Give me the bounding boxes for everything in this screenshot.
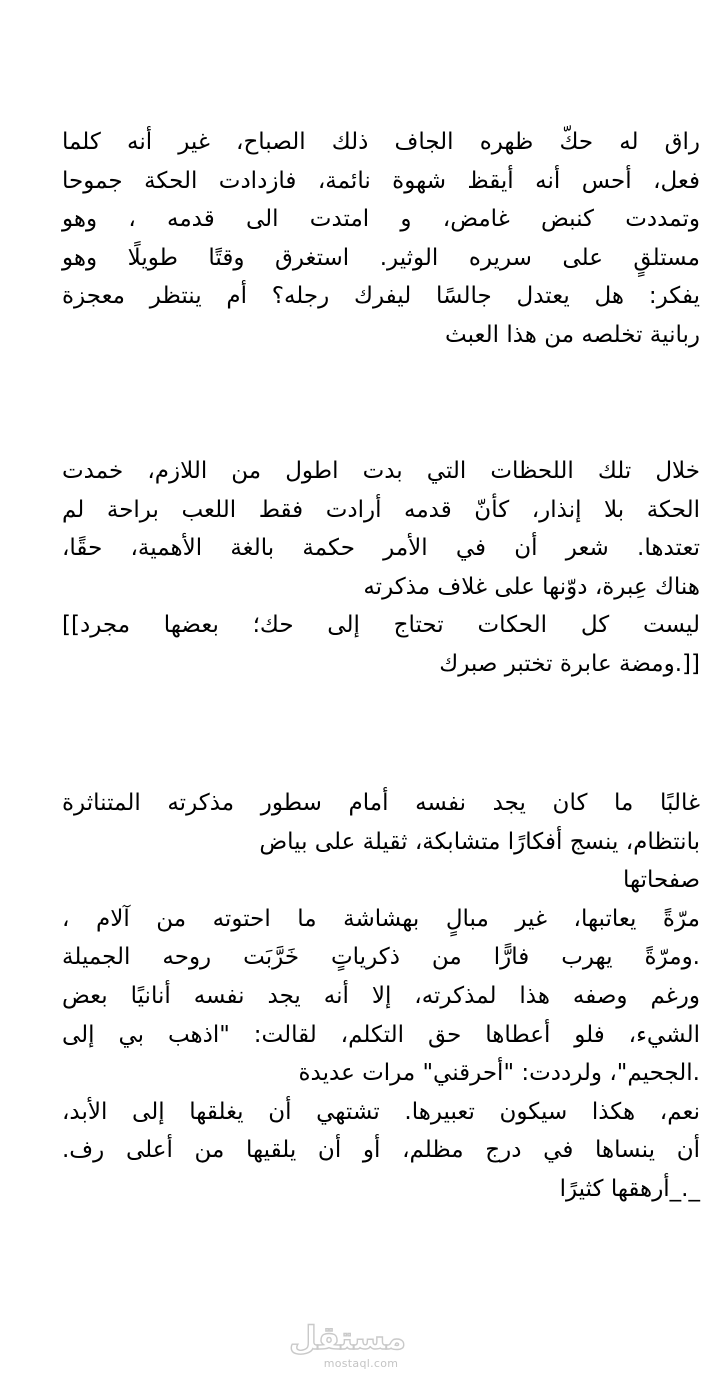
text-line: راق له حكّ ظهره الجاف ذلك الصباح، غير أنه كلما xyxy=(62,129,700,155)
mostaql-watermark xyxy=(288,1318,406,1378)
text-line: نعم، هكذا سيكون تعبيرها. تشتهي أن يغلقها إلى الأبد، xyxy=(62,1098,700,1125)
text-line: .الجحيم"، ولرددت: "أحرقني" مرات عديدة xyxy=(298,1060,700,1087)
text-line: بانتظام، ينسج أفكارًا متشابكة، ثقيلة على بياض xyxy=(259,828,700,855)
paragraph-1 xyxy=(62,123,700,355)
text-line: غالبًا ما كان يجد نفسه أمام سطور مذكرته المتناثرة xyxy=(62,790,700,816)
text-line: تعتدها. شعر أن في الأمر حكمة بالغة الأهمية، حقًا، xyxy=(62,535,700,562)
paragraph-2 xyxy=(62,452,700,684)
text-line: مرّةً يعاتبها، غير مبالٍ بهشاشة ما احتوته من آلام ، xyxy=(62,905,700,932)
text-line: ليست كل الحكات تحتاج إلى حك؛ بعضها مجرد]] xyxy=(62,612,700,639)
text-line: مستلقٍ على سريره الوثير. استغرق وقتًا طويلًا وهو xyxy=(62,244,700,271)
text-line: _._أرهقها كثيرًا xyxy=(559,1175,700,1202)
text-line: ورغم وصفه هذا لمذكرته، إلا أنه يجد نفسه أنانيًا بعض xyxy=(62,982,700,1009)
text-line: هناك عِبرة، دوّنها على غلاف مذكرته xyxy=(363,573,700,600)
text-line: صفحاتها xyxy=(622,867,700,894)
text-line: ربانية تخلصه من هذا العبث xyxy=(444,321,700,348)
paragraph-3 xyxy=(62,784,700,1209)
watermark-url: mostaql.com xyxy=(323,1357,399,1370)
watermark-brand: مستقل xyxy=(288,1319,406,1357)
text-line: خلال تلك اللحظات التي بدت اطول من اللازم، خمدت xyxy=(62,458,700,484)
text-line: الحكة بلا إنذار، كأنّ قدمه أرادت فقط اللعب براحة لم xyxy=(62,496,700,523)
text-line: [[.ومضة عابرة تختبر صبرك xyxy=(439,650,700,677)
text-line: الشيء، فلو أعطاها حق التكلم، لقالت: "اذهب بي إلى xyxy=(62,1021,700,1048)
text-line: وتمددت كنبض غامض، و امتدت الى قدمه ، وهو xyxy=(62,206,700,233)
text-line: أن ينساها في درج مظلم، أو أن يلقيها من أعلى رف. xyxy=(62,1137,700,1164)
text-line: يفكر: هل يعتدل جالسًا ليفرك رجله؟ أم ينتظر معجزة xyxy=(62,283,700,310)
text-line: .ومرّةً يهرب فارًّا من ذكرياتٍ خَرَّبَت روحه الجميلة xyxy=(62,944,700,971)
text-line: فعل، أحس أنه أيقظ شهوة نائمة، فازدادت الحكة جموحا xyxy=(62,167,700,194)
